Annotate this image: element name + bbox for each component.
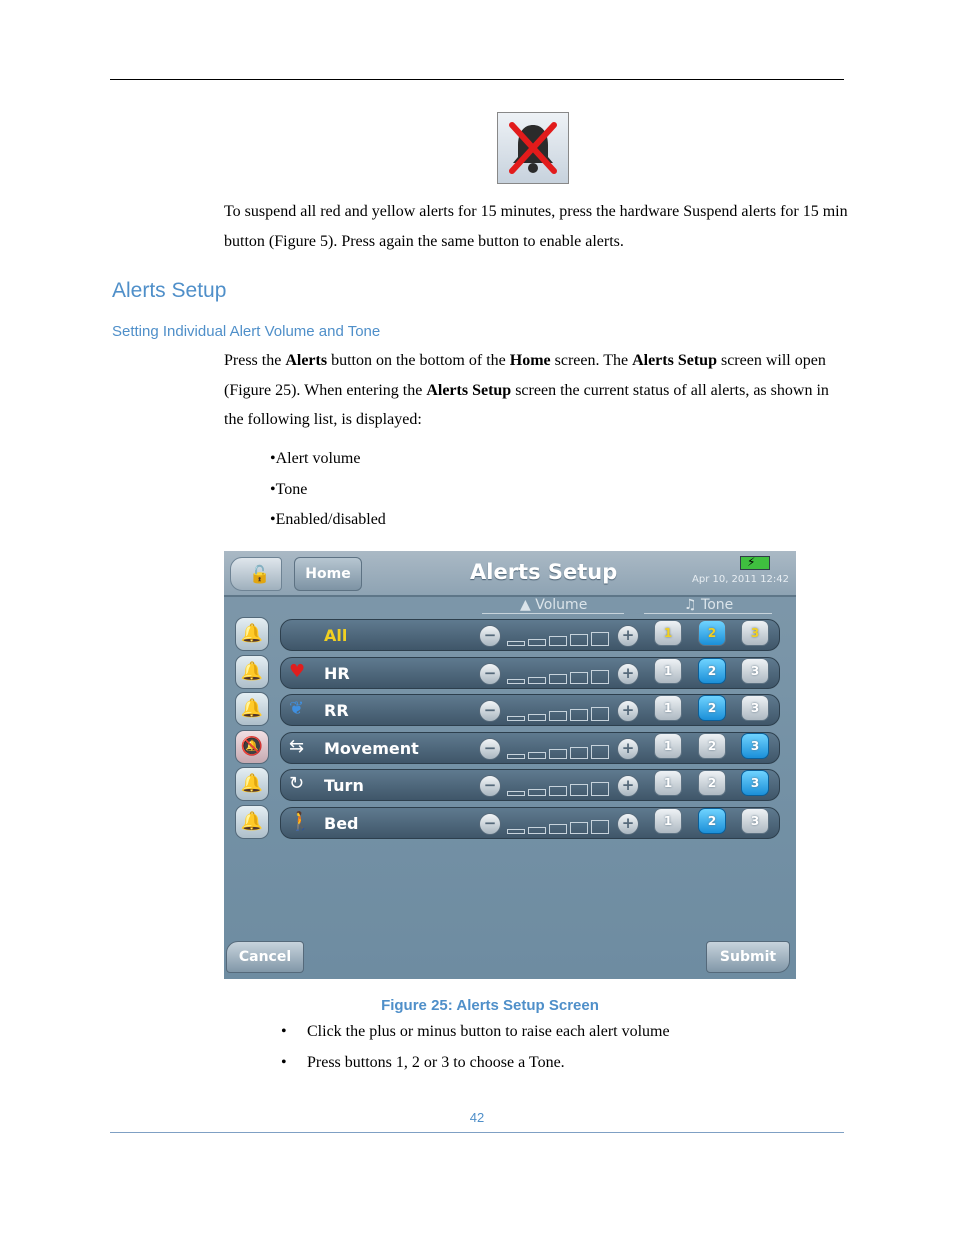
alert-row-all [224, 617, 796, 651]
list-item: • Click the plus or minus button to raise each alert volume [281, 1023, 670, 1040]
volume-step [591, 632, 609, 646]
volume-step [507, 791, 525, 796]
volume-plus-button[interactable]: + [617, 738, 639, 760]
cancel-button[interactable]: Cancel [226, 941, 304, 973]
volume-minus-button[interactable]: − [479, 625, 501, 647]
intro-paragraph: To suspend all red and yellow alerts for 15 minutes, press the hardware Suspend alerts for 15 min button (Figure 5). Press again the same button to enable alerts. [224, 203, 848, 250]
tone-button-1[interactable]: 1 [654, 658, 682, 684]
alert-label: Movement [324, 738, 419, 758]
tone-header: ♫ Tone [684, 597, 734, 613]
alert-row-turn [224, 767, 796, 801]
heart-icon: ♥ [289, 660, 306, 682]
bell-disabled-icon[interactable]: 🔕 [235, 730, 269, 764]
tone-button-2[interactable]: 2 [698, 620, 726, 646]
volume-step [591, 745, 609, 759]
volume-step [528, 714, 546, 721]
volume-step [528, 677, 546, 684]
volume-step [528, 827, 546, 834]
alerts-setup-screen [224, 551, 796, 979]
bell-enabled-icon[interactable]: 🔔 [235, 805, 269, 839]
volume-plus-button[interactable]: + [617, 700, 639, 722]
tone-button-1[interactable]: 1 [654, 808, 682, 834]
volume-step [591, 670, 609, 684]
volume-plus-button[interactable]: + [617, 625, 639, 647]
volume-minus-button[interactable]: − [479, 700, 501, 722]
divider [482, 613, 624, 614]
list-item: • Press buttons 1, 2 or 3 to choose a Tone. [281, 1054, 565, 1071]
volume-step [528, 752, 546, 759]
volume-minus-button[interactable]: − [479, 775, 501, 797]
footer-rule [110, 1132, 844, 1133]
volume-level-indicator [507, 733, 615, 765]
volume-step [549, 674, 567, 684]
volume-step [507, 641, 525, 646]
page-number: 42 [469, 1110, 485, 1125]
volume-minus-button[interactable]: − [479, 738, 501, 760]
bell-enabled-icon[interactable]: 🔔 [235, 617, 269, 651]
figure-caption: Figure 25: Alerts Setup Screen [381, 997, 599, 1014]
volume-step [549, 711, 567, 721]
alert-label: Bed [324, 814, 359, 833]
volume-step [507, 716, 525, 721]
alert-row-movement [224, 730, 796, 764]
list-item: •Tone [270, 481, 308, 498]
tone-button-3[interactable]: 3 [741, 808, 769, 834]
alert-row-bed [224, 805, 796, 839]
volume-step [507, 679, 525, 684]
bell-small-icon: ▲ [520, 597, 531, 613]
subsection-title: Setting Individual Alert Volume and Tone [112, 323, 381, 340]
volume-step [549, 824, 567, 834]
alert-label: Turn [324, 776, 364, 796]
tone-button-3[interactable]: 3 [741, 695, 769, 721]
tone-button-1[interactable]: 1 [654, 733, 682, 759]
lungs-icon: ❦ [289, 698, 305, 720]
volume-step [549, 749, 567, 759]
bell-enabled-icon[interactable]: 🔔 [235, 692, 269, 726]
volume-step [570, 747, 588, 759]
volume-level-indicator [507, 620, 615, 652]
volume-minus-button[interactable]: − [479, 813, 501, 835]
lock-button[interactable] [230, 557, 282, 591]
alert-label: RR [324, 701, 349, 721]
volume-step [549, 786, 567, 796]
volume-minus-button[interactable]: − [479, 663, 501, 685]
volume-plus-button[interactable]: + [617, 775, 639, 797]
lock-icon: 🔓 [249, 565, 271, 585]
music-note-icon: ♫ [684, 597, 697, 613]
volume-level-indicator [507, 695, 615, 727]
volume-step [528, 789, 546, 796]
bed-exit-icon: 🚶 [289, 811, 312, 832]
volume-plus-button[interactable]: + [617, 663, 639, 685]
volume-step [570, 784, 588, 796]
bell-enabled-icon[interactable]: 🔔 [235, 655, 269, 689]
tone-button-1[interactable]: 1 [654, 770, 682, 796]
screen-title: Alerts Setup [470, 560, 618, 584]
volume-step [570, 822, 588, 834]
volume-step [507, 754, 525, 759]
bell-enabled-icon[interactable]: 🔔 [235, 767, 269, 801]
home-button[interactable]: Home [294, 557, 362, 591]
volume-level-indicator [507, 658, 615, 690]
turn-icon: ↻ [289, 773, 305, 795]
volume-level-indicator [507, 808, 615, 840]
tone-button-3[interactable]: 3 [741, 733, 769, 759]
alert-label: All [324, 626, 348, 645]
header-rule [110, 79, 844, 80]
tone-button-2[interactable]: 2 [698, 770, 726, 796]
tone-button-3[interactable]: 3 [741, 620, 769, 646]
volume-step [507, 829, 525, 834]
alert-row-hr [224, 655, 796, 689]
volume-step [570, 672, 588, 684]
volume-step [591, 782, 609, 796]
submit-button[interactable]: Submit [706, 941, 790, 973]
volume-header: ▲ Volume [520, 597, 588, 613]
suspend-alerts-bell-icon [497, 112, 569, 184]
setup-paragraph: Press the Alerts button on the bottom of the Home screen. The Alerts Setup screen will open (Figure 25). When entering the Alerts Setup screen the current status of all alerts, as shown in the following list, is displayed: [224, 352, 829, 428]
alert-label: HR [324, 663, 350, 683]
list-item: •Alert volume [270, 450, 361, 467]
volume-step [591, 707, 609, 721]
tone-button-3[interactable]: 3 [741, 658, 769, 684]
battery-icon: ⚡ [740, 556, 770, 570]
section-title: Alerts Setup [112, 279, 227, 302]
list-item: •Enabled/disabled [270, 511, 386, 528]
tone-button-2[interactable]: 2 [698, 733, 726, 759]
divider [644, 613, 772, 614]
volume-step [549, 636, 567, 646]
volume-plus-button[interactable]: + [617, 813, 639, 835]
volume-step [591, 820, 609, 834]
tone-button-2[interactable]: 2 [698, 695, 726, 721]
tone-button-1[interactable]: 1 [654, 620, 682, 646]
volume-step [528, 639, 546, 646]
volume-level-indicator [507, 770, 615, 802]
tone-button-1[interactable]: 1 [654, 695, 682, 721]
screen-header [224, 551, 796, 597]
volume-step [570, 709, 588, 721]
volume-step [570, 634, 588, 646]
tone-button-2[interactable]: 2 [698, 658, 726, 684]
tone-button-2[interactable]: 2 [698, 808, 726, 834]
movement-icon: ⇆ [289, 735, 305, 757]
alert-row-rr [224, 692, 796, 726]
tone-button-3[interactable]: 3 [741, 770, 769, 796]
datetime: Apr 10, 2011 12:42 [692, 574, 790, 585]
